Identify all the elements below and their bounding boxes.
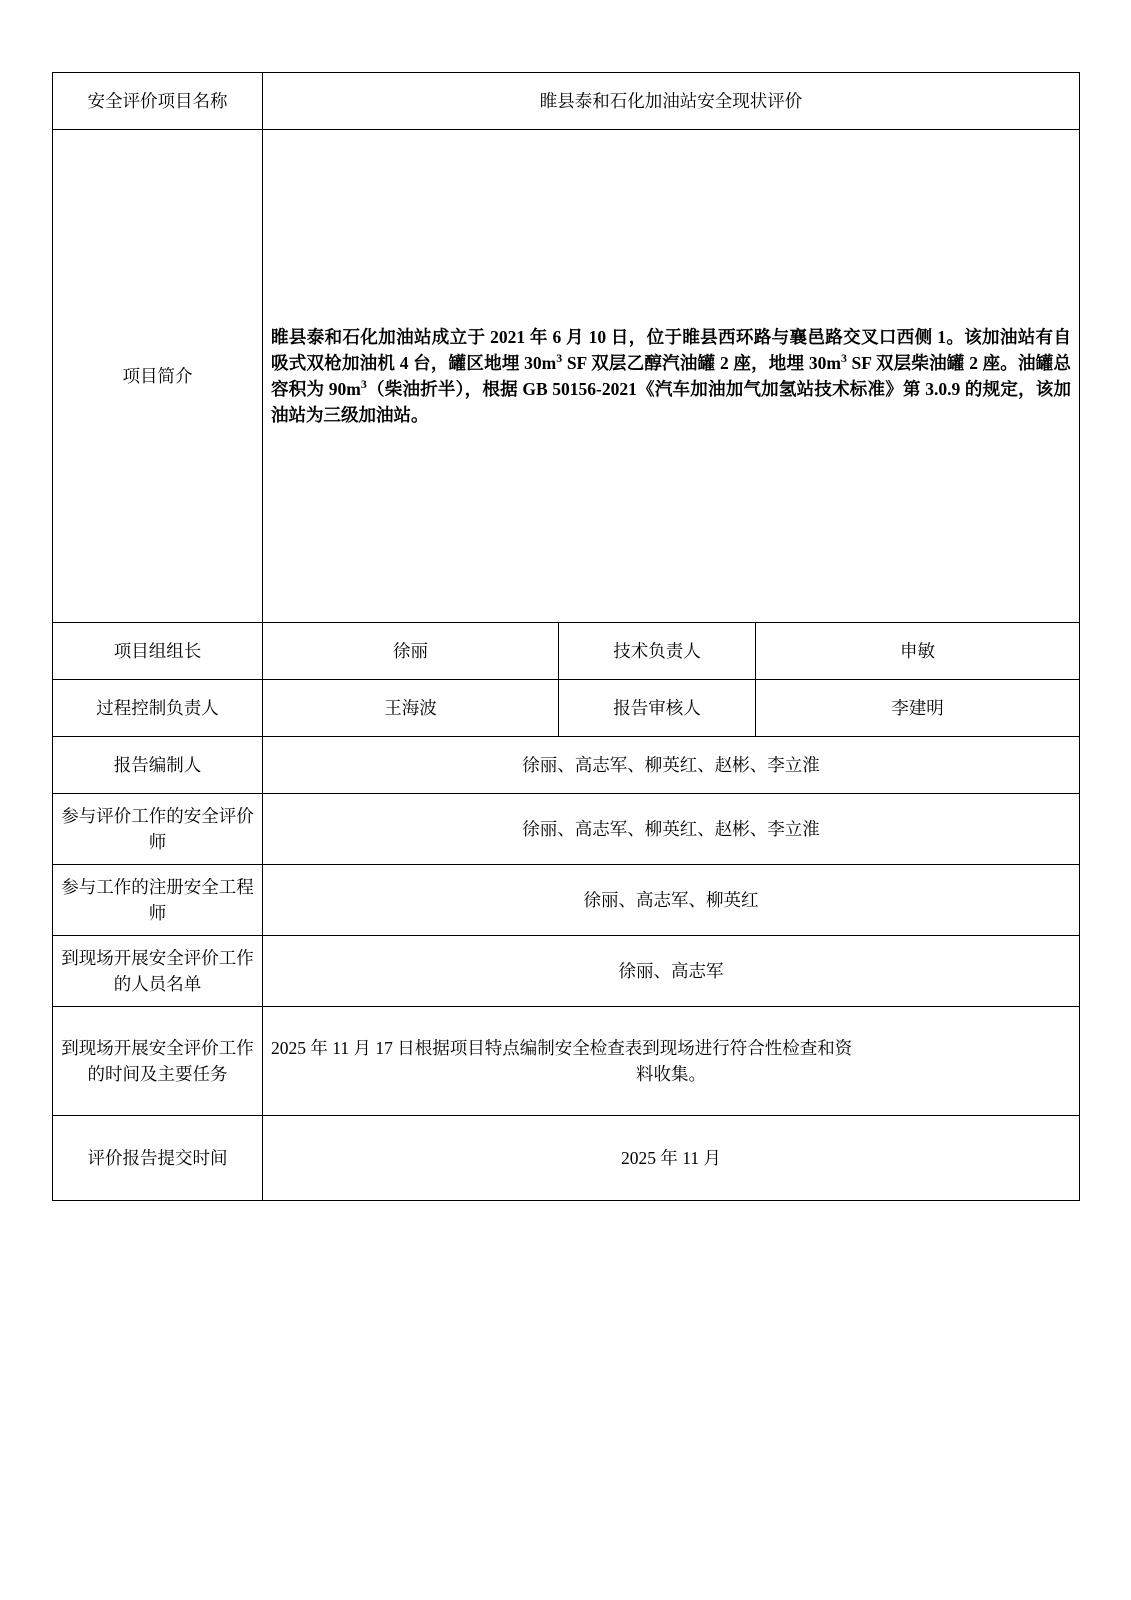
table-row-assessors	[53, 794, 1080, 865]
onsite-task-value	[263, 1007, 1080, 1116]
onsite-staff-label: 到现场开展安全评价工作的人员名单	[53, 936, 263, 1007]
project-name-value: 睢县泰和石化加油站安全现状评价	[263, 73, 1080, 130]
tech-lead-label: 技术负责人	[559, 623, 756, 680]
intro-label: 项目简介	[53, 130, 263, 623]
report-author-value: 徐丽、高志军、柳英红、赵彬、李立淮	[263, 737, 1080, 794]
project-name-label: 安全评价项目名称	[53, 73, 263, 130]
intro-sup-2: 3	[840, 350, 847, 365]
assessors-value: 徐丽、高志军、柳英红、赵彬、李立淮	[263, 794, 1080, 865]
submit-time-label: 评价报告提交时间	[53, 1116, 263, 1201]
project-summary-table	[52, 72, 1080, 1201]
onsite-task-line-2: 料收集。	[636, 1064, 707, 1084]
engineers-label: 参与工作的注册安全工程师	[53, 865, 263, 936]
table-row-onsite-task	[53, 1007, 1080, 1116]
assessors-label: 参与评价工作的安全评价师	[53, 794, 263, 865]
intro-value	[263, 130, 1080, 623]
report-reviewer-label: 报告审核人	[559, 680, 756, 737]
intro-sup-3: 3	[360, 377, 367, 392]
table-row-engineers	[53, 865, 1080, 936]
report-reviewer-value: 李建明	[756, 680, 1080, 737]
table-row-team-leader	[53, 623, 1080, 680]
onsite-task-label: 到现场开展安全评价工作的时间及主要任务	[53, 1007, 263, 1116]
onsite-task-line-1: 2025 年 11 月 17 日根据项目特点编制安全检查表到现场进行符合性检查和资	[271, 1037, 853, 1058]
intro-sup-1: 3	[556, 350, 563, 365]
process-control-label: 过程控制负责人	[53, 680, 263, 737]
process-control-value: 王海波	[263, 680, 559, 737]
team-leader-value: 徐丽	[263, 623, 559, 680]
report-author-label: 报告编制人	[53, 737, 263, 794]
table-row-report-author	[53, 737, 1080, 794]
table-row-process-control	[53, 680, 1080, 737]
table-row-intro	[53, 130, 1080, 623]
intro-text-3: SF 双层柴油罐 2 座。油罐总容积为 90m	[271, 352, 1072, 399]
onsite-staff-value: 徐丽、高志军	[263, 936, 1080, 1007]
tech-lead-value: 申敏	[756, 623, 1080, 680]
intro-text-1: 睢县泰和石化加油站成立于 2021 年 6 月 10 日，位于睢县西环路与襄邑路交叉口西侧 1。该加油站有自吸式双枪加油机 4 台，罐区地埋 30m	[271, 326, 1072, 373]
submit-time-value: 2025 年 11 月	[263, 1116, 1080, 1201]
table-row-onsite-staff	[53, 936, 1080, 1007]
team-leader-label: 项目组组长	[53, 623, 263, 680]
intro-text-2: SF 双层乙醇汽油罐 2 座，地埋 30m	[562, 352, 841, 373]
table-row-submit-time	[53, 1116, 1080, 1201]
table-row-project-name	[53, 73, 1080, 130]
intro-paragraph	[271, 324, 1071, 429]
intro-text-4: （柴油折半），根据 GB 50156-2021《汽车加油加气加氢站技术标准》第 3.0.9 的规定，该加油站为三级加油站。	[271, 379, 1072, 426]
engineers-value: 徐丽、高志军、柳英红	[263, 865, 1080, 936]
